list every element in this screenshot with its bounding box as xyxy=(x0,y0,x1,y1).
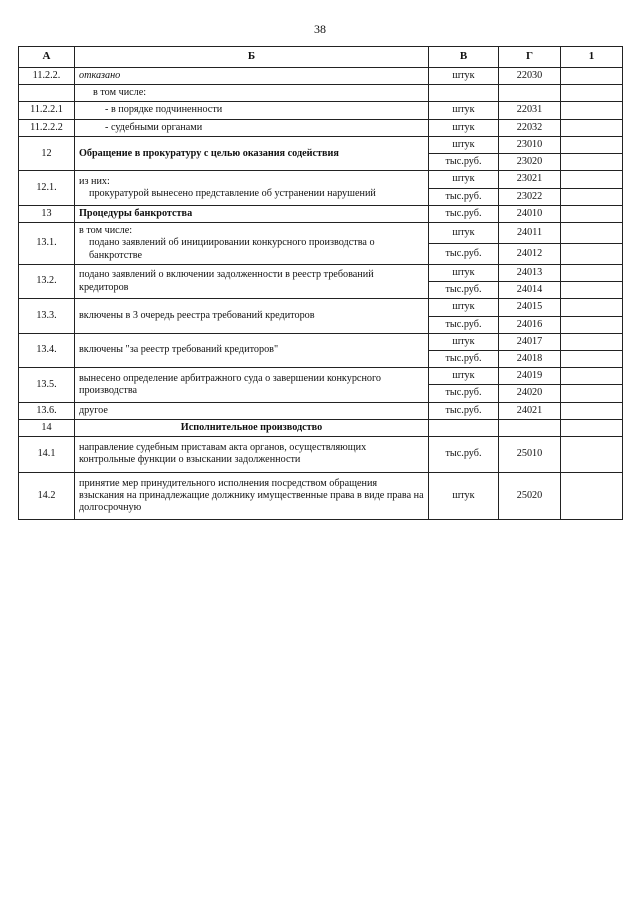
row-code: 11.2.2. xyxy=(19,68,75,85)
row-line-code: 25020 xyxy=(499,472,561,520)
header-col-v: В xyxy=(429,47,499,68)
row-description: включены "за реестр требований кредиторов" xyxy=(75,333,429,367)
row-line-code: 24014 xyxy=(499,282,561,299)
row-value xyxy=(561,243,623,264)
row-unit: тыс.руб. xyxy=(429,154,499,171)
row-description: в том числе: xyxy=(75,85,429,102)
row-line-code: 25010 xyxy=(499,437,561,472)
row-unit: штук xyxy=(429,368,499,385)
header-row xyxy=(19,47,623,68)
row-value xyxy=(561,437,623,472)
row-unit: тыс.руб. xyxy=(429,402,499,419)
row-value xyxy=(561,68,623,85)
row-unit: тыс.руб. xyxy=(429,350,499,367)
header-col-a: А xyxy=(19,47,75,68)
table-row xyxy=(19,472,623,520)
row-value xyxy=(561,85,623,102)
row-value xyxy=(561,223,623,244)
table-row xyxy=(19,205,623,222)
row-unit: штук xyxy=(429,171,499,188)
row-value xyxy=(561,154,623,171)
row-unit: штук xyxy=(429,119,499,136)
table-row xyxy=(19,68,623,85)
row-line-code: 24021 xyxy=(499,402,561,419)
table-row xyxy=(19,85,623,102)
row-code: 14.1 xyxy=(19,437,75,472)
row-unit: тыс.руб. xyxy=(429,316,499,333)
row-code: 13.5. xyxy=(19,368,75,402)
row-unit: штук xyxy=(429,68,499,85)
row-unit: тыс.руб. xyxy=(429,205,499,222)
header-col-1: 1 xyxy=(561,47,623,68)
table-row xyxy=(19,223,623,244)
row-description: - в порядке подчиненности xyxy=(75,102,429,119)
row-unit: тыс.руб. xyxy=(429,282,499,299)
row-value xyxy=(561,419,623,436)
table-body xyxy=(19,68,623,520)
row-value xyxy=(561,299,623,316)
row-code: 13.2. xyxy=(19,264,75,298)
header-col-b: Б xyxy=(75,47,429,68)
table-row xyxy=(19,102,623,119)
statistics-table xyxy=(18,46,623,520)
table-row xyxy=(19,419,623,436)
row-description: другое xyxy=(75,402,429,419)
row-description: вынесено определение арбитражного суда о завершении конкурсного производства xyxy=(75,368,429,402)
table-row xyxy=(19,368,623,385)
row-unit: штук xyxy=(429,472,499,520)
row-value xyxy=(561,333,623,350)
row-line-code: 22031 xyxy=(499,102,561,119)
row-value xyxy=(561,316,623,333)
row-code: 14.2 xyxy=(19,472,75,520)
row-code: 12.1. xyxy=(19,171,75,205)
table-row xyxy=(19,171,623,188)
row-line-code: 24020 xyxy=(499,385,561,402)
row-description: отказано xyxy=(75,68,429,85)
row-unit: тыс.руб. xyxy=(429,385,499,402)
page-number: 38 xyxy=(314,22,326,36)
row-description: подано заявлений о включении задолженности в реестр требований кредиторов xyxy=(75,264,429,298)
row-unit: тыс.руб. xyxy=(429,437,499,472)
row-unit: штук xyxy=(429,264,499,281)
row-unit xyxy=(429,419,499,436)
row-value xyxy=(561,264,623,281)
row-code: 11.2.2.1 xyxy=(19,102,75,119)
row-line-code: 24017 xyxy=(499,333,561,350)
row-unit: штук xyxy=(429,102,499,119)
row-description-lead: в том числе: xyxy=(79,225,133,237)
row-description-text: прокуратурой вынесено представление об устранении нарушений xyxy=(89,188,376,200)
row-description: Исполнительное производство xyxy=(75,419,429,436)
row-line-code xyxy=(499,85,561,102)
row-code: 13 xyxy=(19,205,75,222)
row-code: 11.2.2.2 xyxy=(19,119,75,136)
row-unit: штук xyxy=(429,136,499,153)
row-value xyxy=(561,385,623,402)
row-line-code: 23010 xyxy=(499,136,561,153)
row-value xyxy=(561,402,623,419)
table-row xyxy=(19,299,623,316)
row-line-code: 24013 xyxy=(499,264,561,281)
row-code: 12 xyxy=(19,136,75,170)
row-line-code: 24011 xyxy=(499,223,561,244)
table-row xyxy=(19,437,623,472)
row-line-code: 24015 xyxy=(499,299,561,316)
row-unit: штук xyxy=(429,299,499,316)
row-line-code: 23022 xyxy=(499,188,561,205)
row-line-code: 24016 xyxy=(499,316,561,333)
table-header xyxy=(19,47,623,68)
header-col-g: Г xyxy=(499,47,561,68)
row-value xyxy=(561,282,623,299)
row-line-code: 24010 xyxy=(499,205,561,222)
table-row xyxy=(19,333,623,350)
row-unit: тыс.руб. xyxy=(429,188,499,205)
row-line-code: 23020 xyxy=(499,154,561,171)
table-row xyxy=(19,402,623,419)
row-line-code: 24018 xyxy=(499,350,561,367)
row-value xyxy=(561,119,623,136)
row-value xyxy=(561,472,623,520)
row-line-code: 23021 xyxy=(499,171,561,188)
row-description: Обращение в прокуратуру с целью оказания содействия xyxy=(75,136,429,170)
row-line-code: 22030 xyxy=(499,68,561,85)
row-value xyxy=(561,171,623,188)
row-code: 13.3. xyxy=(19,299,75,333)
row-line-code: 24019 xyxy=(499,368,561,385)
row-code xyxy=(19,85,75,102)
table-row xyxy=(19,119,623,136)
row-code: 13.1. xyxy=(19,223,75,265)
row-code: 14 xyxy=(19,419,75,436)
row-description: принятие мер принудительного исполнения посредством обращения взыскания на принадлежащие должнику имущественные права в виде права на долгосрочную xyxy=(75,472,429,520)
row-value xyxy=(561,102,623,119)
row-code: 13.4. xyxy=(19,333,75,367)
row-description: Процедуры банкротства xyxy=(75,205,429,222)
row-line-code: 24012 xyxy=(499,243,561,264)
row-value xyxy=(561,350,623,367)
row-value xyxy=(561,136,623,153)
row-unit: тыс.руб. xyxy=(429,243,499,264)
row-line-code xyxy=(499,419,561,436)
row-unit xyxy=(429,85,499,102)
row-description: - судебными органами xyxy=(75,119,429,136)
row-code: 13.6. xyxy=(19,402,75,419)
row-line-code: 22032 xyxy=(499,119,561,136)
row-description-lead: из них: xyxy=(79,175,110,187)
row-description: включены в 3 очередь реестра требований кредиторов xyxy=(75,299,429,333)
row-description xyxy=(75,171,429,205)
table-row xyxy=(19,136,623,153)
table-row xyxy=(19,264,623,281)
row-value xyxy=(561,188,623,205)
row-value xyxy=(561,368,623,385)
row-description xyxy=(75,223,429,265)
row-description-text: подано заявлений об инициировании конкурсного производства о банкротстве xyxy=(89,237,375,261)
row-description: направление судебным приставам акта органов, осуществляющих контрольные функции о взыскании задолженности xyxy=(75,437,429,472)
row-unit: штук xyxy=(429,223,499,244)
row-value xyxy=(561,205,623,222)
row-unit: штук xyxy=(429,333,499,350)
